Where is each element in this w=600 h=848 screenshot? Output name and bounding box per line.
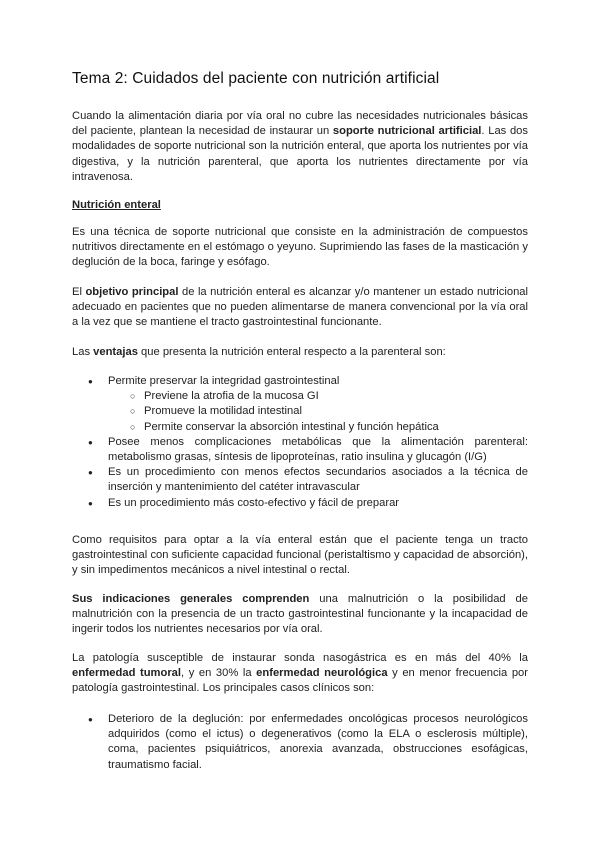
indications-paragraph: Sus indicaciones generales comprenden una malnutrición o la posibilidad de malnutrición con la presencia de un tracto gastrointestinal funcionante y la incapacidad de ingerir todos los nutrientes necesarios por vía oral. bbox=[72, 593, 528, 636]
list-item: ● Es un procedimiento con menos efectos secundarios asociados a la técnica de inserción y mantenimiento del catéter intravascular bbox=[72, 465, 528, 495]
advantages-list bbox=[72, 374, 528, 511]
section-heading: Nutrición enteral bbox=[72, 199, 161, 211]
intro-paragraph: Cuando la alimentación diaria por vía oral no cubre las necesidades nutricionales básicas del paciente, plantean la necesidad de instaurar un soporte nutricional artificial. Las dos modalidades de soporte nutricional son la nutrición enteral, que aporta los nutrientes por vía digestiva, y la nutrición parenteral, que aporta los nutrientes directamente por vía intravenosa. bbox=[72, 110, 528, 183]
definition-paragraph: Es una técnica de soporte nutricional que consiste en la administración de compuestos nutritivos directamente en el estómago o yeyuno. Suprimiendo las fases de la masticación y deglución de la boca, faringe y esófago. bbox=[72, 226, 528, 269]
cases-list bbox=[72, 712, 528, 773]
objective-paragraph: El objetivo principal de la nutrición enteral es alcanzar y/o mantener un estado nutricional adecuado en pacientes que no pueden alimentarse de manera convencional por la vía oral a la vez que se mantiene el tracto gastrointestinal funcionante. bbox=[72, 286, 528, 329]
list-item: ● Deterioro de la deglución: por enfermedades oncológicas procesos neurológicos adquiridos (como el ictus) o degenerativos (como la ELA o esclerosis múltiple), coma, pacientes psiquiátricos, anorexia avanzada, obstrucciones esofágicas, traumatismo facial. bbox=[72, 712, 528, 773]
page-title: Tema 2: Cuidados del paciente con nutrición artificial bbox=[72, 70, 440, 87]
sub-list bbox=[108, 389, 528, 435]
sub-list-item: ○ Permite conservar la absorción intestinal y función hepática bbox=[108, 420, 528, 435]
sub-list-item: ○ Previene la atrofia de la mucosa GI bbox=[108, 389, 528, 404]
list-item: ● Posee menos complicaciones metabólicas que la alimentación parenteral: metabolismo grasas, síntesis de lipoproteínas, ratio insulina y glucagón (I/G) bbox=[72, 435, 528, 465]
pathology-paragraph: La patología susceptible de instaurar sonda nasogástrica es en más del 40% la enfermedad tumoral, y en 30% la enfermedad neurológica y en menor frecuencia por patología gastrointestinal. Los principales casos clínicos son: bbox=[72, 652, 528, 695]
sub-list-item: ○ Promueve la motilidad intestinal bbox=[108, 404, 528, 419]
list-item: ● Permite preservar la integridad gastrointestinal ○ Previene la atrofia de la mucosa GI ○ Promueve la motilidad intestinal ○ Permite conservar la absorción intestinal y función hepática bbox=[72, 374, 528, 435]
advantages-intro: Las ventajas que presenta la nutrición enteral respecto a la parenteral son: bbox=[72, 346, 446, 358]
requirements-paragraph: Como requisitos para optar a la vía enteral están que el paciente tenga un tracto gastrointestinal con suficiente capacidad funcional (peristaltismo y capacidad de absorción), y sin impedimentos mecánicos a nivel intestinal o rectal. bbox=[72, 534, 528, 577]
list-item: ● Es un procedimiento más costo-efectivo y fácil de preparar bbox=[72, 496, 528, 511]
